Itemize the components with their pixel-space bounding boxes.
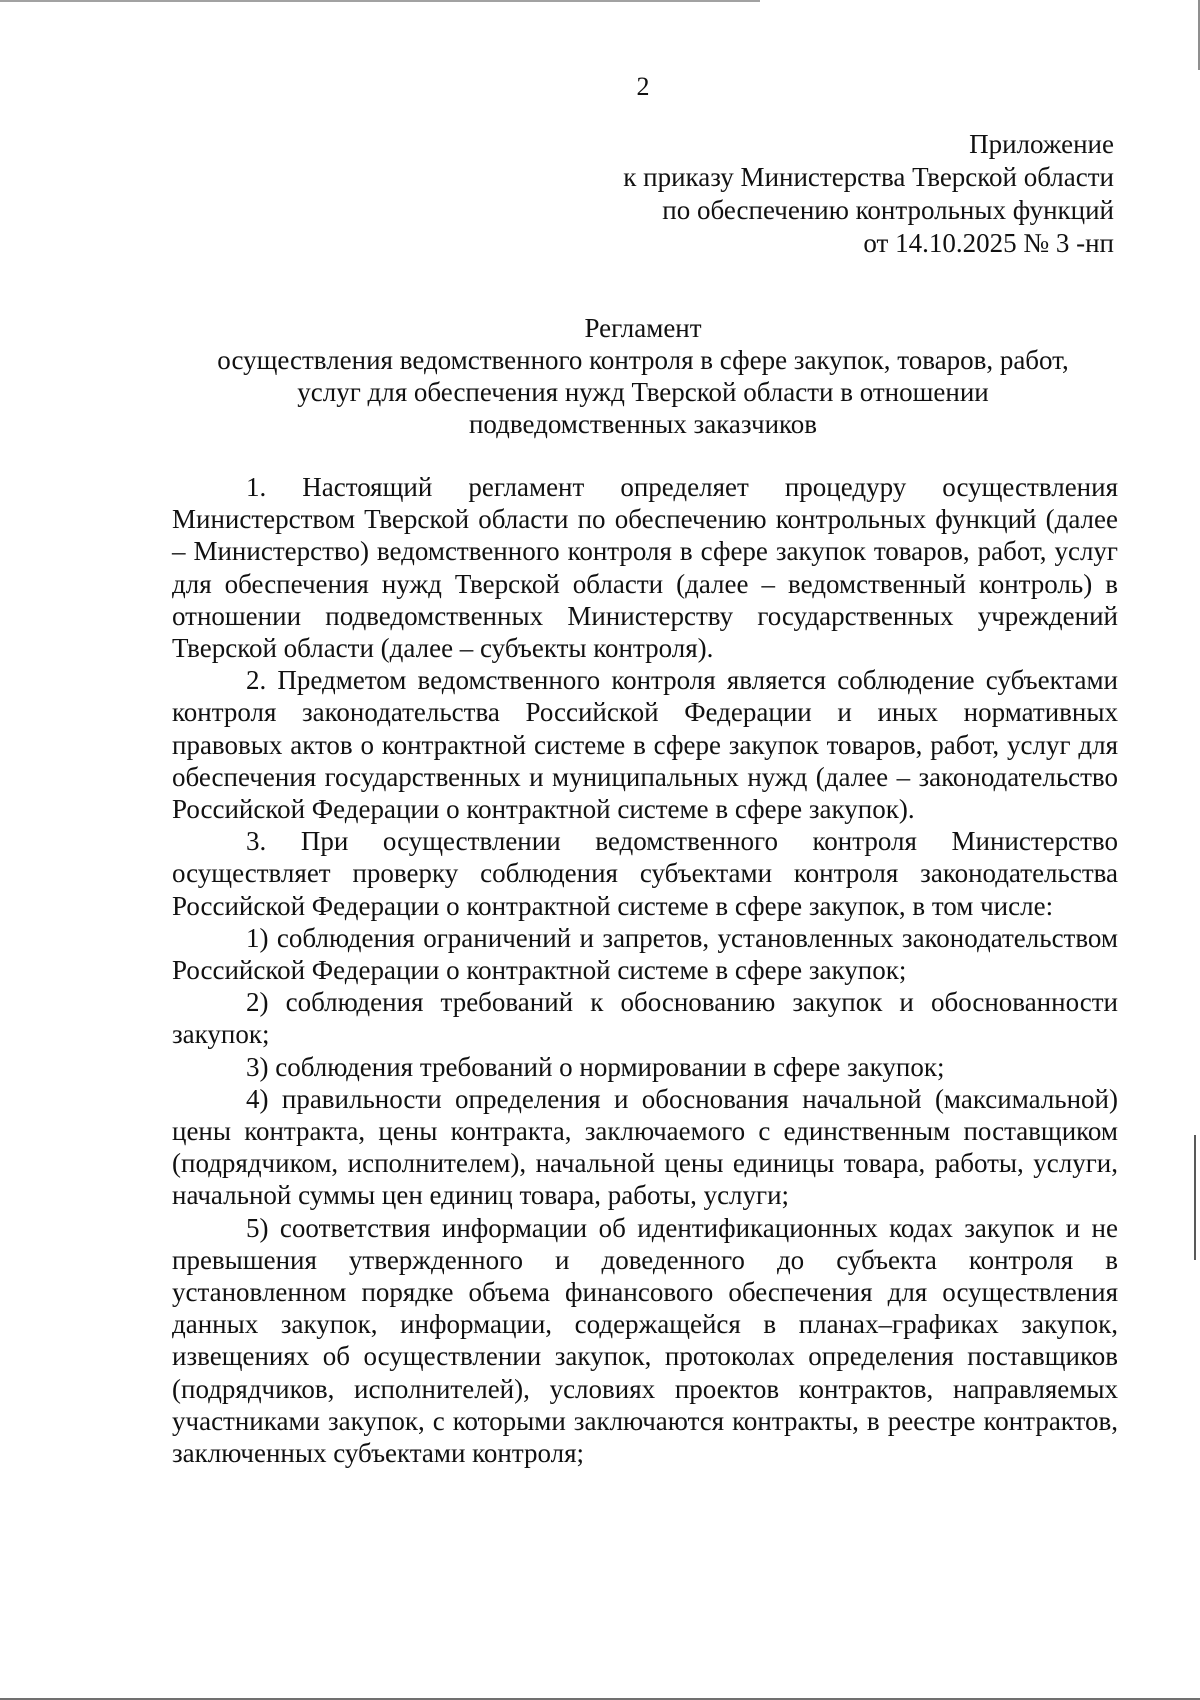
scan-edge-top <box>0 0 760 2</box>
title-line-1: осуществления ведомственного контроля в сфере закупок, товаров, работ, <box>217 345 1069 375</box>
list-item-2: 2) соблюдения требований к обоснованию закупок и обоснованности закупок; <box>172 987 1118 1050</box>
appendix-line-4: от 14.10.2025 № 3 -нп <box>863 228 1114 258</box>
title-line-2: услуг для обеспечения нужд Тверской области в отношении <box>297 377 989 407</box>
page-number: 2 <box>636 72 650 101</box>
document-body <box>172 471 1118 1469</box>
list-item-1: 1) соблюдения ограничений и запретов, установленных законодательством Российской Федерации о контрактной системе в сфере закупок; <box>172 922 1118 986</box>
document-title <box>172 312 1114 440</box>
paragraph-3: 3. При осуществлении ведомственного контроля Министерство осуществляет проверку соблюдения субъектами контроля законодательства Российской Федерации о контрактной системе в сфере закупок, в том числе: <box>172 826 1118 921</box>
appendix-block <box>623 128 1114 260</box>
list-item-4: 4) правильности определения и обоснования начальной (максимальной) цены контракта, цены контракта, заключаемого с единственным поставщиком (подрядчиком, исполнителем), начальной цены единицы товара, работы, услуги, начальной суммы цен единиц товара, работы, услуги; <box>172 1083 1118 1211</box>
title-line-3: подведомственных заказчиков <box>468 409 818 439</box>
paragraph-1: 1. Настоящий регламент определяет процедуру осуществления Министерством Тверской области по обеспечению контрольных функций (далее – Министерство) ведомственного контроля в сфере закупок товаров, работ, услуг для обеспечения нужд Тверской области (далее – ведомственный контроль) в отношении подведомственных Министерству государственных учреждений Тверской области (далее – субъекты контроля). <box>172 472 1118 664</box>
list-item-3: 3) соблюдения требований о нормировании в сфере закупок; <box>246 1051 945 1082</box>
list-item-5: 5) соответствия информации об идентификационных кодах закупок и не превышения утвержденного и доведенного до субъекта контроля в установленном порядке объема финансового обеспечения для осуществления данных закупок, информации, содержащейся в планах–графиках закупок, извещениях об осуществлении закупок, протоколах определения поставщиков (подрядчиков, исполнителей), условиях проектов контрактов, направляемых участниками закупок, с которыми заключаются контракты, в реестре контрактов, заключенных субъектами контроля; <box>172 1212 1118 1469</box>
paragraph-2: 2. Предметом ведомственного контроля является соблюдение субъектами контроля законодательства Российской Федерации и иных нормативных правовых актов о контрактной системе в сфере закупок товаров, работ, услуг для обеспечения государственных и муниципальных нужд (далее – законодательство Российской Федерации о контрактной системе в сфере закупок). <box>172 665 1118 825</box>
appendix-line-2: к приказу Министерства Тверской области <box>623 162 1114 192</box>
scan-mark-right <box>1194 1135 1196 1260</box>
title-heading: Регламент <box>584 313 702 343</box>
appendix-line-3: по обеспечению контрольных функций <box>662 195 1114 225</box>
appendix-line-1: Приложение <box>969 129 1114 159</box>
